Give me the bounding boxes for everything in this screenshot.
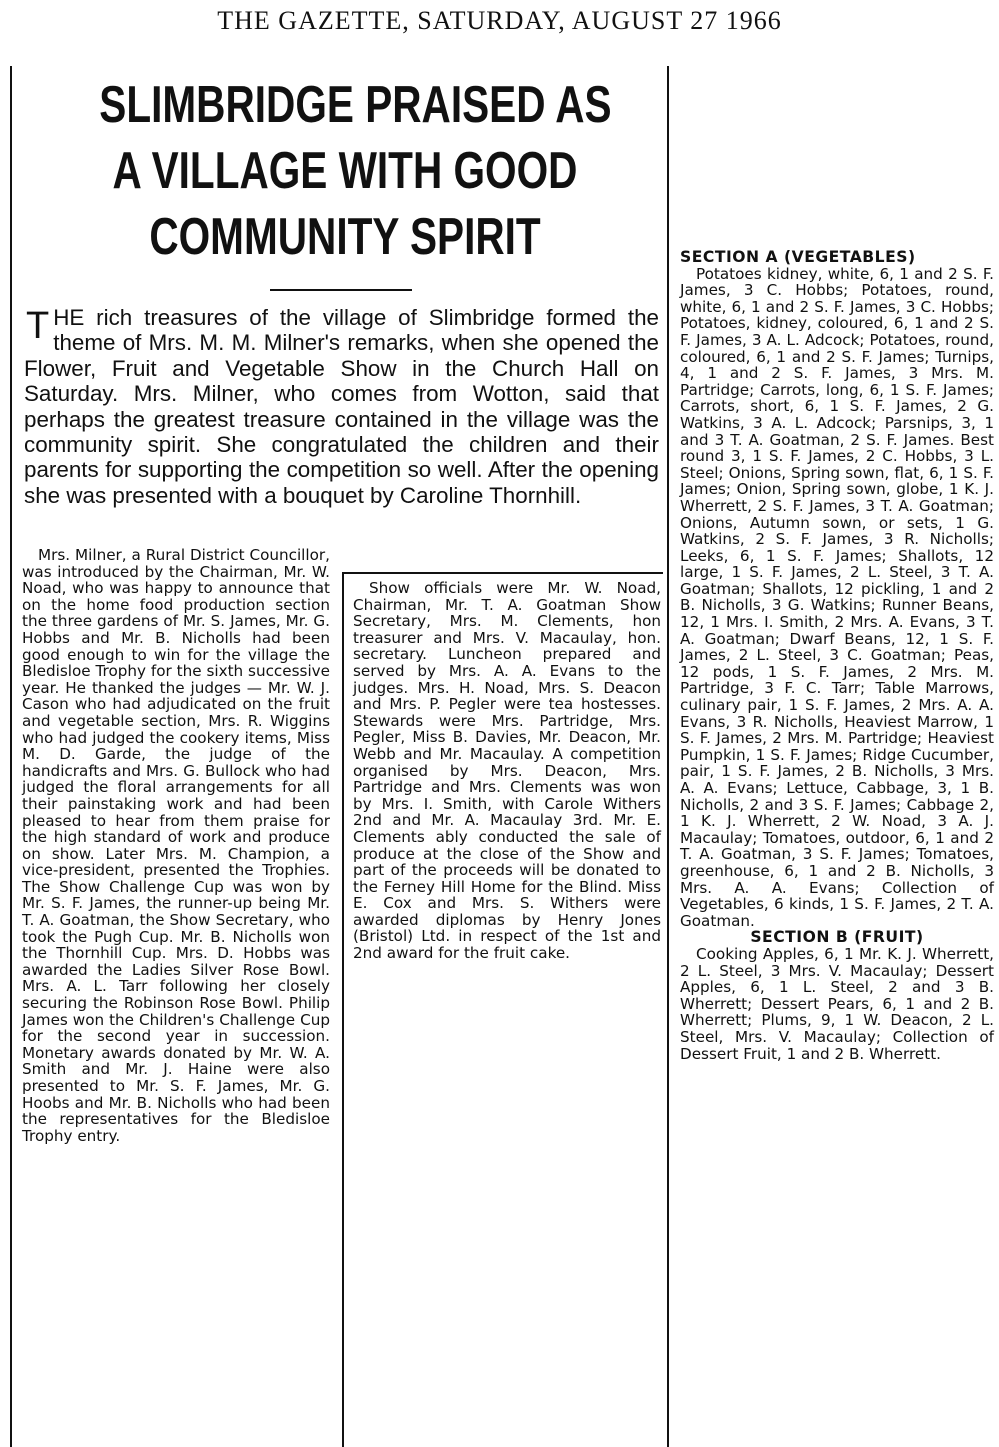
- column-2-text: Show officials were Mr. W. Noad, Chairman, Mr. T. A. Goatman Show Secretary, Mrs. M. Clements, hon treasurer and Mrs. V. Macaulay, hon. secretary. Luncheon prepared and served by Mrs. A. A. Evans to the judges. Mrs. H. Noad, Mrs. S. Deacon and Mrs. P. Pegler were tea hostesses. Stewards were Mrs. Partridge, Mrs. Pegler, Miss B. Davies, Mr. Deacon, Mr. Webb and Mr. Macaulay. A competition organised by Mrs. Deacon, Mrs. Partridge and Mrs. Clements was won by Mrs. I. Smith, with Carole Withers 2nd and Mr. A. Macaulay 3rd. Mr. E. Clements ably conducted the sale of produce at the close of the Show and part of the proceeds will be donated to the Ferney Hill Home for the Blind. Miss E. Cox and Mrs. S. Withers were awarded diplomas by Henry Jones (Bristol) Ltd. in respect of the 1st and 2nd award for the fruit cake.: [353, 579, 661, 963]
- headline-line-3: COMMUNITY SPIRIT: [149, 208, 541, 266]
- inner-column-rule: [342, 572, 344, 1447]
- dateline: THE GAZETTE, SATURDAY, AUGUST 27 1966: [217, 6, 782, 35]
- headline-line-1: SLIMBRIDGE PRAISED AS: [99, 76, 612, 134]
- center-column-rule: [667, 66, 669, 1447]
- article-column-1: [22, 547, 330, 1144]
- lede-paragraph: [24, 305, 659, 508]
- drop-cap: T: [26, 305, 50, 347]
- results-column: [680, 249, 994, 1062]
- section-b-results: Cooking Apples, 6, 1 Mr. K. J. Wherrett, 2 L. Steel, 3 Mrs. V. Macaulay; Dessert Apples, 6, 1 L. Steel, 2 and 3 B. Wherrett; Dessert Pears, 6, 1 and 2 B. Wherrett; Plums, 9, 1 W. Deacon, 2 L. Steel, Mrs. V. Macaulay; Collection of Dessert Fruit, 1 and 2 B. Wherrett.: [680, 944, 994, 1063]
- section-a-results: Potatoes kidney, white, 6, 1 and 2 S. F. James, 3 C. Hobbs; Potatoes, round, white, 6, 1 and 2 S. F. James, 3 C. Hobbs; Potatoes, kidney, coloured, 6, 1 and 2 S. F. James, 3 A. L. Adcock; Potatoes, round, coloured, 6, 1 and 2 S. F. James; Turnips, 4, 1 and 2 S. F. James, 3 Mrs. M. Partridge; Carrots, long, 6, 1 S. F. James; Carrots, short, 6, 1 S. F. James, 2 G. Watkins, 3 A. L. Adcock; Parsnips, 3, 1 and 3 T. A. Goatman, 2 S. F. James. Best round 3, 1 S. F. James, 2 C. Hobbs, 3 L. Steel; Onions, Spring sown, flat, 6, 1 S. F. James; Onion, Spring sown, globe, 1 K. J. Wherrett, 2 S. F. James, 3 T. A. Goatman; Onions, Autumn sown, or sets, 1 G. Watkins, 2 S. F. James, 3 R. Nicholls; Leeks, 6, 1 S. F. James; Shallots, 12 large, 1 S. F. James, 2 L. Steel, 3 T. A. Goatman; Shallots, 12 pickling, 1 and 2 B. Nicholls, 3 G. Watkins; Runner Beans, 12, 1 Mrs. I. Smith, 2 Mrs. A. Evans, 3 T. A. Goatman; Dwarf Beans, 12, 1 S. F. James, 2 L. Steel, 3 C. Goatman; Peas, 12 pods, 1 S. F. James, 2 Mrs. M. Partridge, 3 F. C. Tarr; Table Marrows, culinary pair, 1 S. F. James, 2 Mrs. A. A. Evans, 3 R. Nicholls, Heaviest Marrow, 1 S. F. James, 2 Mrs. M. Partridge; Heaviest Pumpkin, 1 S. F. James; Ridge Cucumber, pair, 1 S. F. James, 2 B. Nicholls, 3 Mrs. A. A. Evans; Lettuce, Cabbage, 3, 1 B. Nicholls, 2 and 3 S. F. James; Cabbage 2, 1 K. J. Wherrett, 2 W. Noad, 3 A. J. Macaulay; Tomatoes, outdoor, 6, 1 and 2 T. A. Goatman, 3 S. F. James; Tomatoes, greenhouse, 6, 1 and 2 B. Nicholls, 3 Mrs. A. A. Evans; Collection of Vegetables, 6 kinds, 1 S. F. James, 2 T. A. Goatman.: [680, 264, 994, 930]
- lede-text: HE rich treasures of the village of Slimbridge formed the theme of Mrs. M. M. Milner's remarks, when she opened the Flower, Fruit and Vegetable Show in the Church Hall on Saturday. Mrs. Milner, who comes from Wotton, said that perhaps the greatest treasure contained in the village was the community spirit. She congratulated the children and their parents for supporting the competition so well. After the opening she was presented with a bouquet by Caroline Thornhill.: [24, 305, 659, 508]
- column-box-top-rule: [343, 572, 663, 574]
- headline-rule: [270, 289, 412, 291]
- column-1-text: Mrs. Milner, a Rural District Councillor, was introduced by the Chairman, Mr. W. Noad, who was happy to announce that on the home food production section the three gardens of Mr. S. James, Mr. G. Hobbs and Mr. B. Nicholls had been good enough to win for the village the Bledisloe Trophy for the sixth successive year. He thanked the judges — Mr. W. J. Cason who had adjudicated on the fruit and vegetable section, Mrs. R. Wiggins who had judged the cookery items, Miss M. D. Garde, the judge of the handicrafts and Mrs. G. Bullock who had judged the floral arrangements for all their painstaking work and had been pleased to hear from them praise for the high standard of work and produce on show. Later Mrs. M. Champion, a vice-president, presented the Trophies. The Show Challenge Cup was won by Mr. S. F. James, the runner-up being Mr. T. A. Goatman, the Show Secretary, who took the Pugh Cup. Mr. B. Nicholls won the Thornhill Cup. Mrs. D. Hobbs was awarded the Ladies Silver Rose Bowl. Mrs. A. L. Tarr following her closely securing the Robinson Rose Bowl. Philip James won the Children's Challenge Cup for the second year in succession. Monetary awards donated by Mr. W. A. Smith and Mr. J. Haine were also presented to Mr. S. F. James, Mr. G. Hoobs and Mr. B. Nicholls who had been the representatives for the Bledisloe Trophy entry.: [22, 546, 330, 1145]
- headline-line-2: A VILLAGE WITH GOOD: [112, 142, 578, 200]
- article-column-2: [353, 580, 661, 962]
- headline: [99, 72, 612, 270]
- left-column-rule: [10, 66, 12, 1447]
- section-b-heading: SECTION B (FRUIT): [750, 928, 924, 947]
- section-a-heading: SECTION A (VEGETABLES): [680, 248, 916, 266]
